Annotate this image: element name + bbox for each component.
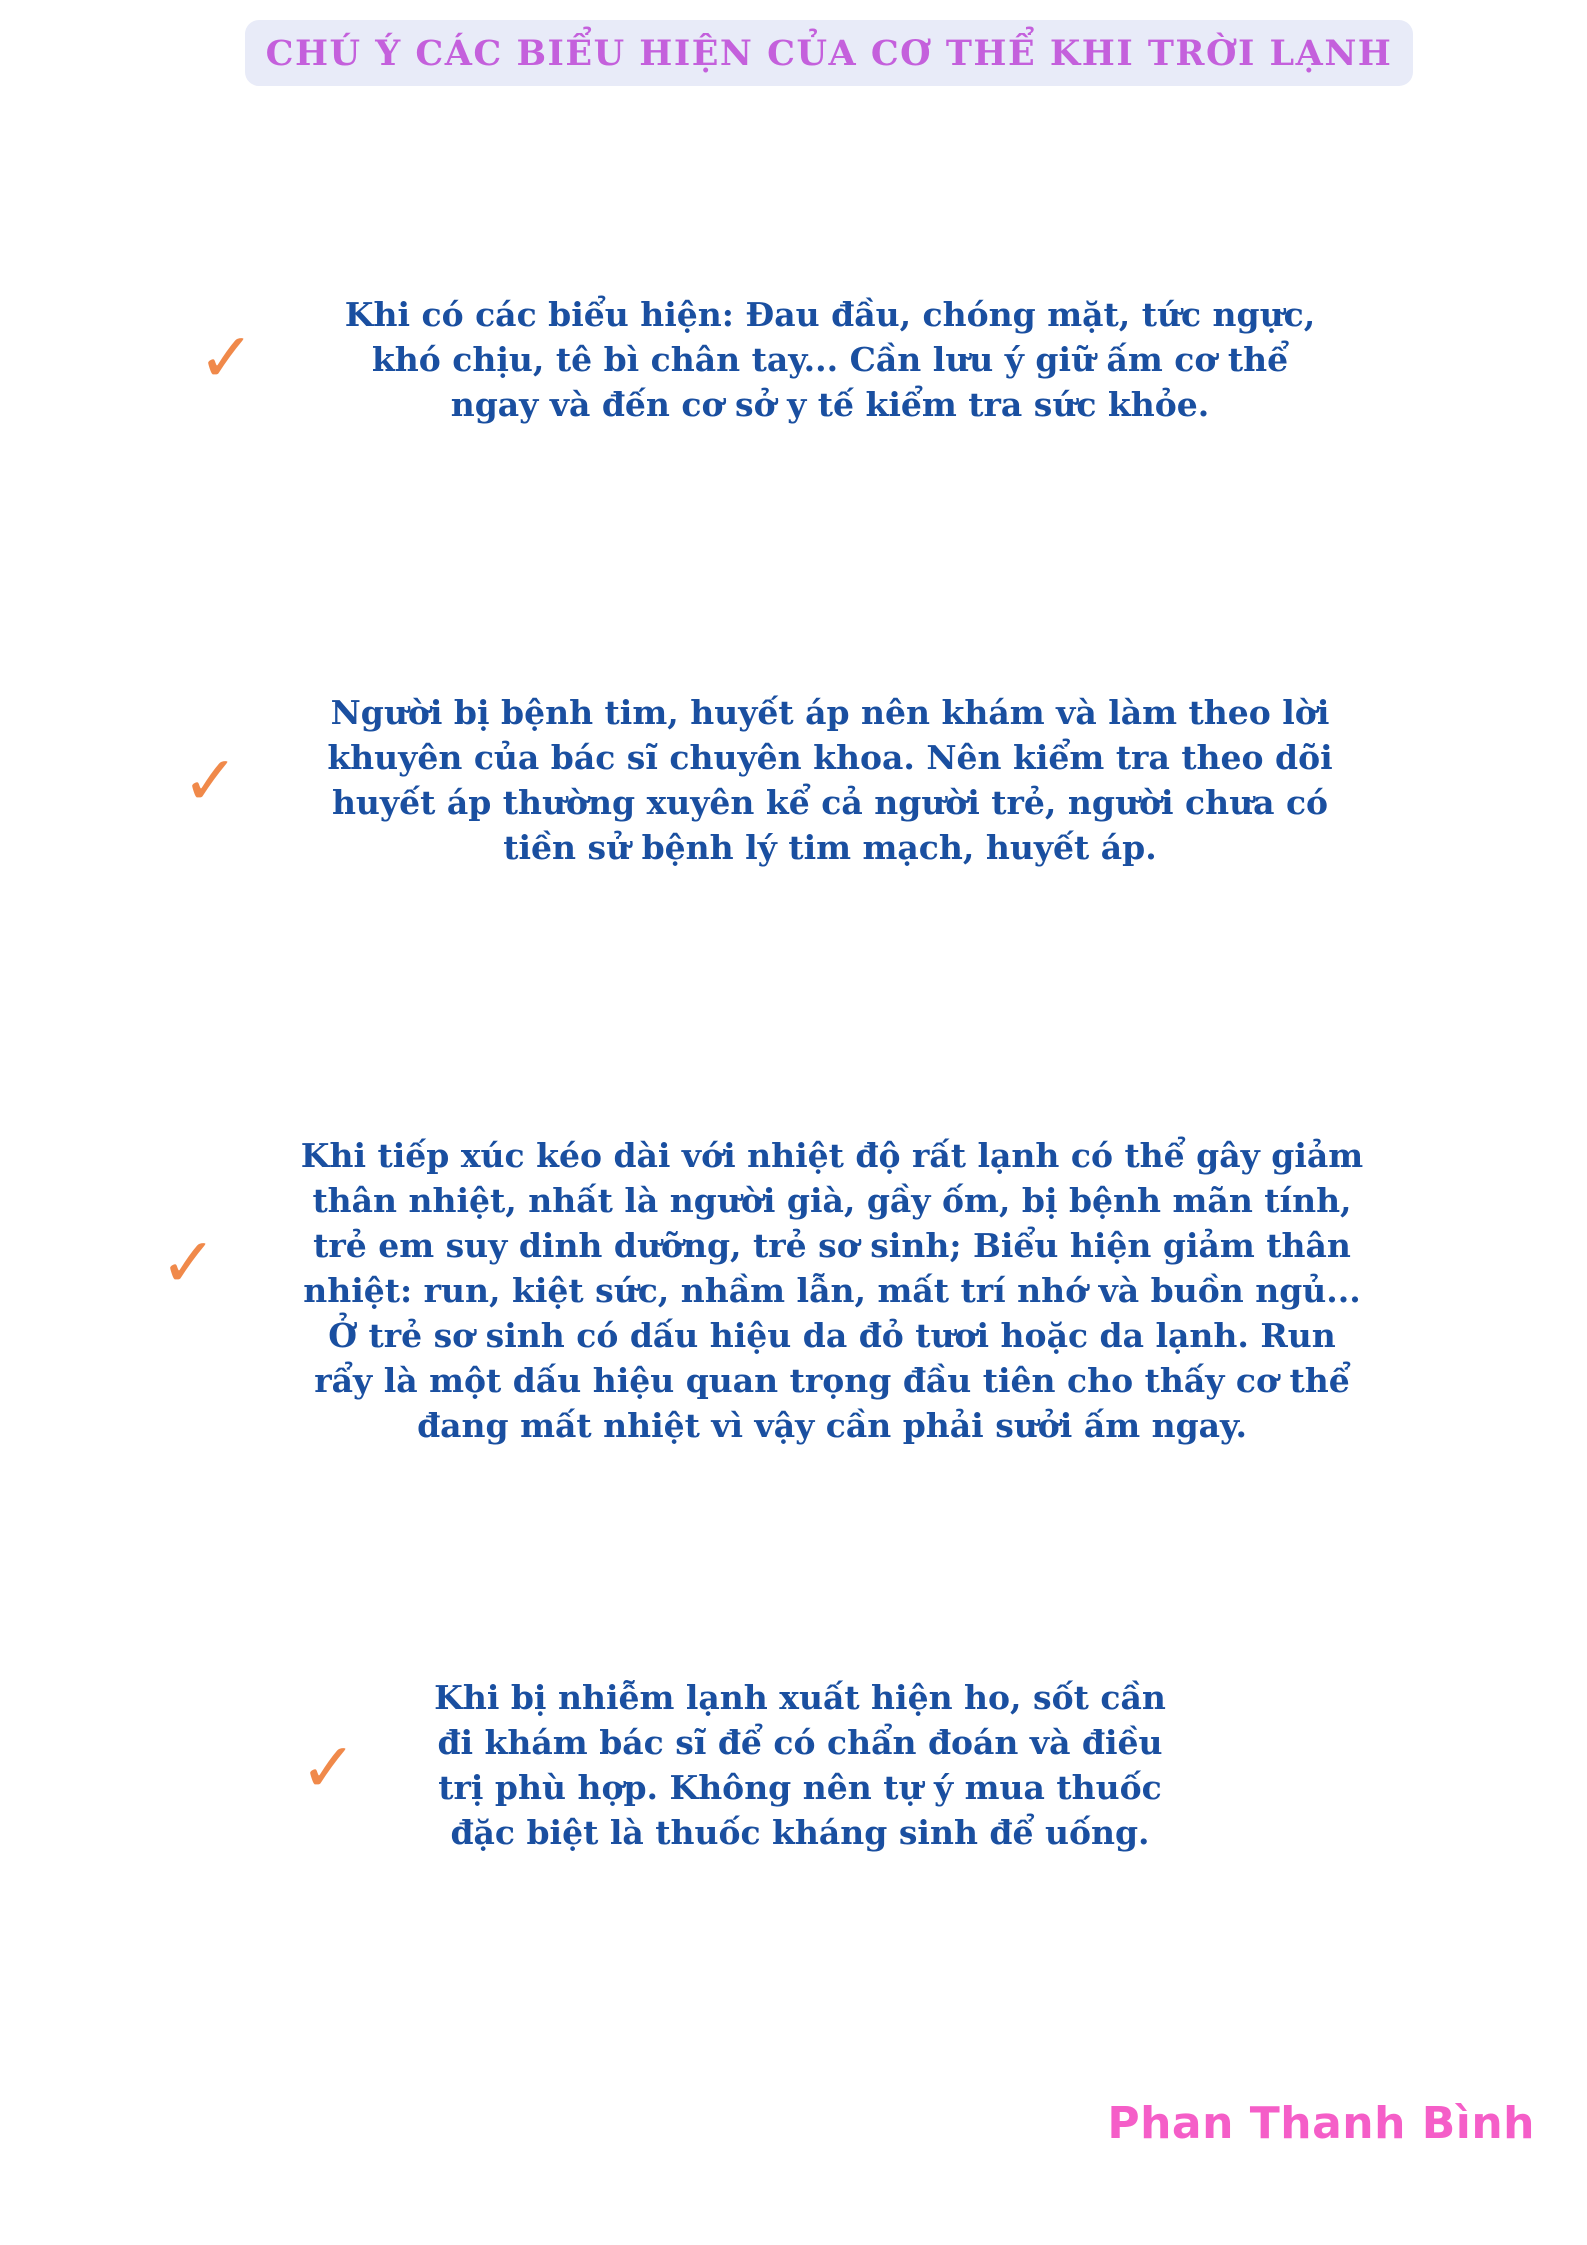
tip-line: trị phù hợp. Không nên tự ý mua thuốc [438,1768,1162,1807]
tip-line: đang mất nhiệt vì vậy cần phải sưởi ấm ngay. [417,1406,1247,1445]
page-title: CHÚ Ý CÁC BIỂU HIỆN CỦA CƠ THỂ KHI TRỜI LẠNH [265,32,1393,74]
tip-line: khuyên của bác sĩ chuyên khoa. Nên kiểm tra theo dõi [327,738,1333,777]
tip-paragraph-4 [380,1675,1220,1855]
tip-paragraph-2 [275,690,1385,870]
tip-line: khó chịu, tê bì chân tay... Cần lưu ý giữ ấm cơ thể [371,340,1289,379]
tip-line: Khi bị nhiễm lạnh xuất hiện ho, sốt cần [434,1678,1166,1717]
tip-line: huyết áp thường xuyên kể cả người trẻ, người chưa có [331,783,1329,822]
check-icon: ✓ [198,319,255,398]
tip-line: trẻ em suy dinh dưỡng, trẻ sơ sinh; Biểu hiện giảm thân [313,1226,1351,1265]
tip-line: rẩy là một dấu hiệu quan trọng đầu tiên cho thấy cơ thể [314,1361,1350,1400]
tip-paragraph-3 [262,1133,1402,1448]
check-icon: ✓ [300,1729,357,1808]
tip-paragraph-1 [290,292,1370,427]
tip-line: Khi tiếp xúc kéo dài với nhiệt độ rất lạnh có thể gây giảm [300,1136,1364,1175]
tip-line: tiền sử bệnh lý tim mạch, huyết áp. [503,828,1157,867]
check-icon: ✓ [182,742,239,821]
tip-line: thân nhiệt, nhất là người già, gầy ốm, bị bệnh mãn tính, [312,1181,1352,1220]
tip-line: đi khám bác sĩ để có chẩn đoán và điều [437,1723,1163,1762]
title-banner [245,20,1413,86]
tip-line: đặc biệt là thuốc kháng sinh để uống. [450,1813,1150,1852]
tip-line: Ở trẻ sơ sinh có dấu hiệu da đỏ tươi hoặc da lạnh. Run [328,1316,1336,1355]
tip-line: nhiệt: run, kiệt sức, nhầm lẫn, mất trí nhớ và buồn ngủ... [303,1271,1361,1310]
check-icon: ✓ [160,1224,217,1303]
tip-line: Người bị bệnh tim, huyết áp nên khám và làm theo lời [330,693,1330,732]
author-signature: Phan Thanh Bình [1107,2098,1535,2149]
tip-line: ngay và đến cơ sở y tế kiểm tra sức khỏe. [450,385,1210,424]
tip-line: Khi có các biểu hiện: Đau đầu, chóng mặt, tức ngực, [344,295,1316,334]
